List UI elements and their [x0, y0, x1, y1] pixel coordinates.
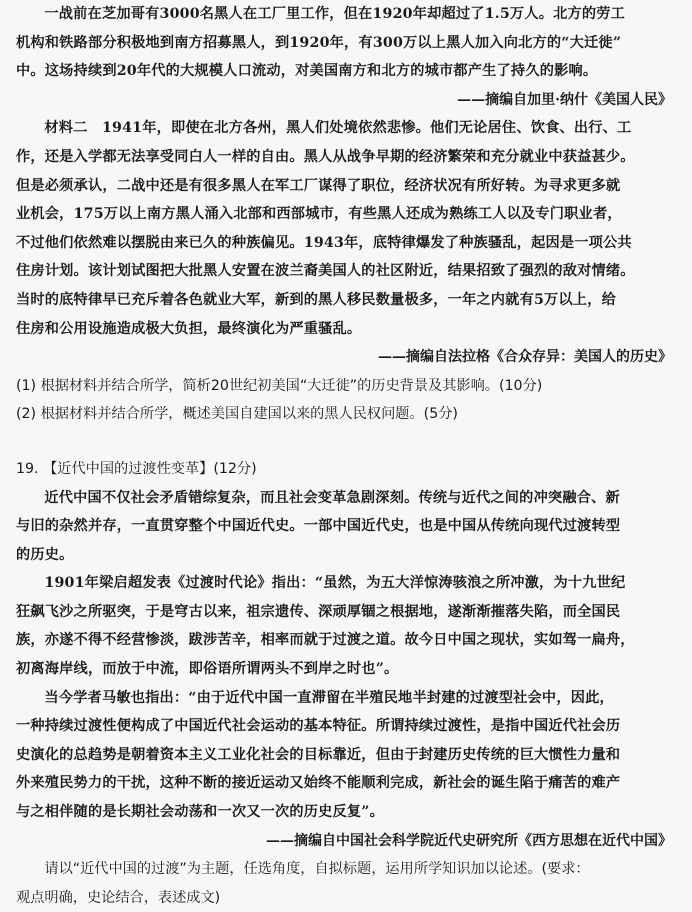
question-19	[16, 455, 678, 912]
source-citation: ——摘编自法拉格《合众存异：美国人的历史》	[378, 349, 672, 366]
text-line: 的历史。	[16, 546, 74, 563]
text-line	[16, 114, 678, 143]
text-line: 但是必须承认，二战中还是有很多黑人在军工厂谋得了职位，经济状况有所好转。为寻求更多就	[16, 177, 621, 194]
question-heading: 19. 【近代中国的过渡性变革】(12分)	[16, 460, 257, 477]
task-line: 观点明确，史论结合，表述成文)	[16, 889, 221, 906]
text-line: 族，亦遂不得不经营惨淡，跋涉苦辛，相率而就于过渡之道。故今日中国之现状，实如驾一扁舟，	[16, 632, 635, 649]
text-line: 当时的底特律早已充斥着各色就业大军，新到的黑人移民数量极多，一年之内就有5万以上，给	[16, 291, 616, 308]
text-line: 不过他们依然难以摆脱由来已久的种族偏见。1943年，底特律爆发了种族骚乱，起因是一项公共	[16, 234, 632, 251]
text-line: 初离海岸线，而放于中流，即俗语所谓两头不到岸之时也”。	[16, 661, 399, 678]
text-line-body: 1941年，即使在北方各州，黑人们处境依然悲惨。他们无论居住、饮食、出行、工	[101, 120, 632, 137]
material-label: 材料二	[44, 120, 88, 137]
question-item: (2) 根据材料并结合所学，概述美国自建国以来的黑人民权问题。(5分)	[16, 406, 458, 423]
text-line: 1901年梁启超发表《过渡时代论》指出：“虽然，为五大洋惊涛骇浪之所冲激，为十九世纪	[44, 575, 626, 592]
text-line: 与之相伴随的是长期社会动荡和一次又一次的历史反复”。	[16, 804, 385, 821]
source-citation: ——摘编自加里·纳什《美国人民》	[457, 91, 672, 108]
text-line: 外来殖民势力的干扰，这种不断的接近运动又始终不能顺利完成，新社会的诞生陷于痛苦的难产	[16, 775, 621, 792]
material-one-continued	[16, 0, 678, 114]
text-line: 狂飙飞沙之所驱突，于是穹古以来，祖宗遗传、深顽厚锢之根据地，遂渐渐摧落失陷，而全国民	[16, 603, 621, 620]
question-list	[16, 372, 678, 429]
text-line: 一战前在芝加哥有3000名黑人在工厂里工作，但在1920年却超过了1.5万人。北方的劳工	[44, 6, 626, 22]
text-line: 中。这场持续到20年代的大规模人口流动，对美国南方和北方的城市都产生了持久的影响。	[16, 63, 598, 80]
task-line: 请以“近代中国的过渡”为主题，任选角度，自拟标题，运用所学知识加以论述。(要求：	[44, 861, 590, 878]
text-line: 与旧的杂然并存，一直贯穿整个中国近代史。一部中国近代史，也是中国从传统向现代过渡转型	[16, 518, 621, 535]
text-line: 作，还是入学都无法享受同白人一样的自由。黑人从战争早期的经济繁荣和充分就业中获益甚少。	[16, 148, 635, 165]
text-line: 住房和公用设施造成极大负担，最终演化为严重骚乱。	[16, 320, 362, 337]
spacer	[16, 429, 678, 455]
question-item: (1) 根据材料并结合所学，简析20世纪初美国“大迁徙”的历史背景及其影响。(10分)	[16, 377, 543, 394]
text-line: 一种持续过渡性便构成了中国近代社会运动的基本特征。所谓持续过渡性，是指中国近代社会历	[16, 718, 621, 735]
text-line: 机构和铁路部分积极地到南方招募黑人，到1920年，有300万以上黑人加入向北方的“大迁徙”	[16, 34, 622, 51]
material-two	[16, 114, 678, 371]
text-line: 史演化的总趋势是朝着资本主义工业化社会的目标靠近，但由于封建历史传统的巨大惯性力量和	[16, 746, 621, 763]
text-line: 当今学者马敏也指出：“由于近代中国一直滞留在半殖民地半封建的过渡型社会中，因此，	[44, 689, 614, 706]
source-citation: ——摘编自中国社会科学院近代史研究所《西方思想在近代中国》	[266, 832, 672, 849]
text-line: 住房计划。该计划试图把大批黑人安置在波兰裔美国人的社区附近，结果招致了强烈的敌对情绪。	[16, 263, 635, 280]
text-line: 近代中国不仅社会矛盾错综复杂，而且社会变革急剧深刻。传统与近代之间的冲突融合、新	[44, 489, 620, 506]
text-line: 业机会，175万以上南方黑人涌入北部和西部城市，有些黑人还成为熟练工人以及专门职业者，	[16, 206, 622, 223]
